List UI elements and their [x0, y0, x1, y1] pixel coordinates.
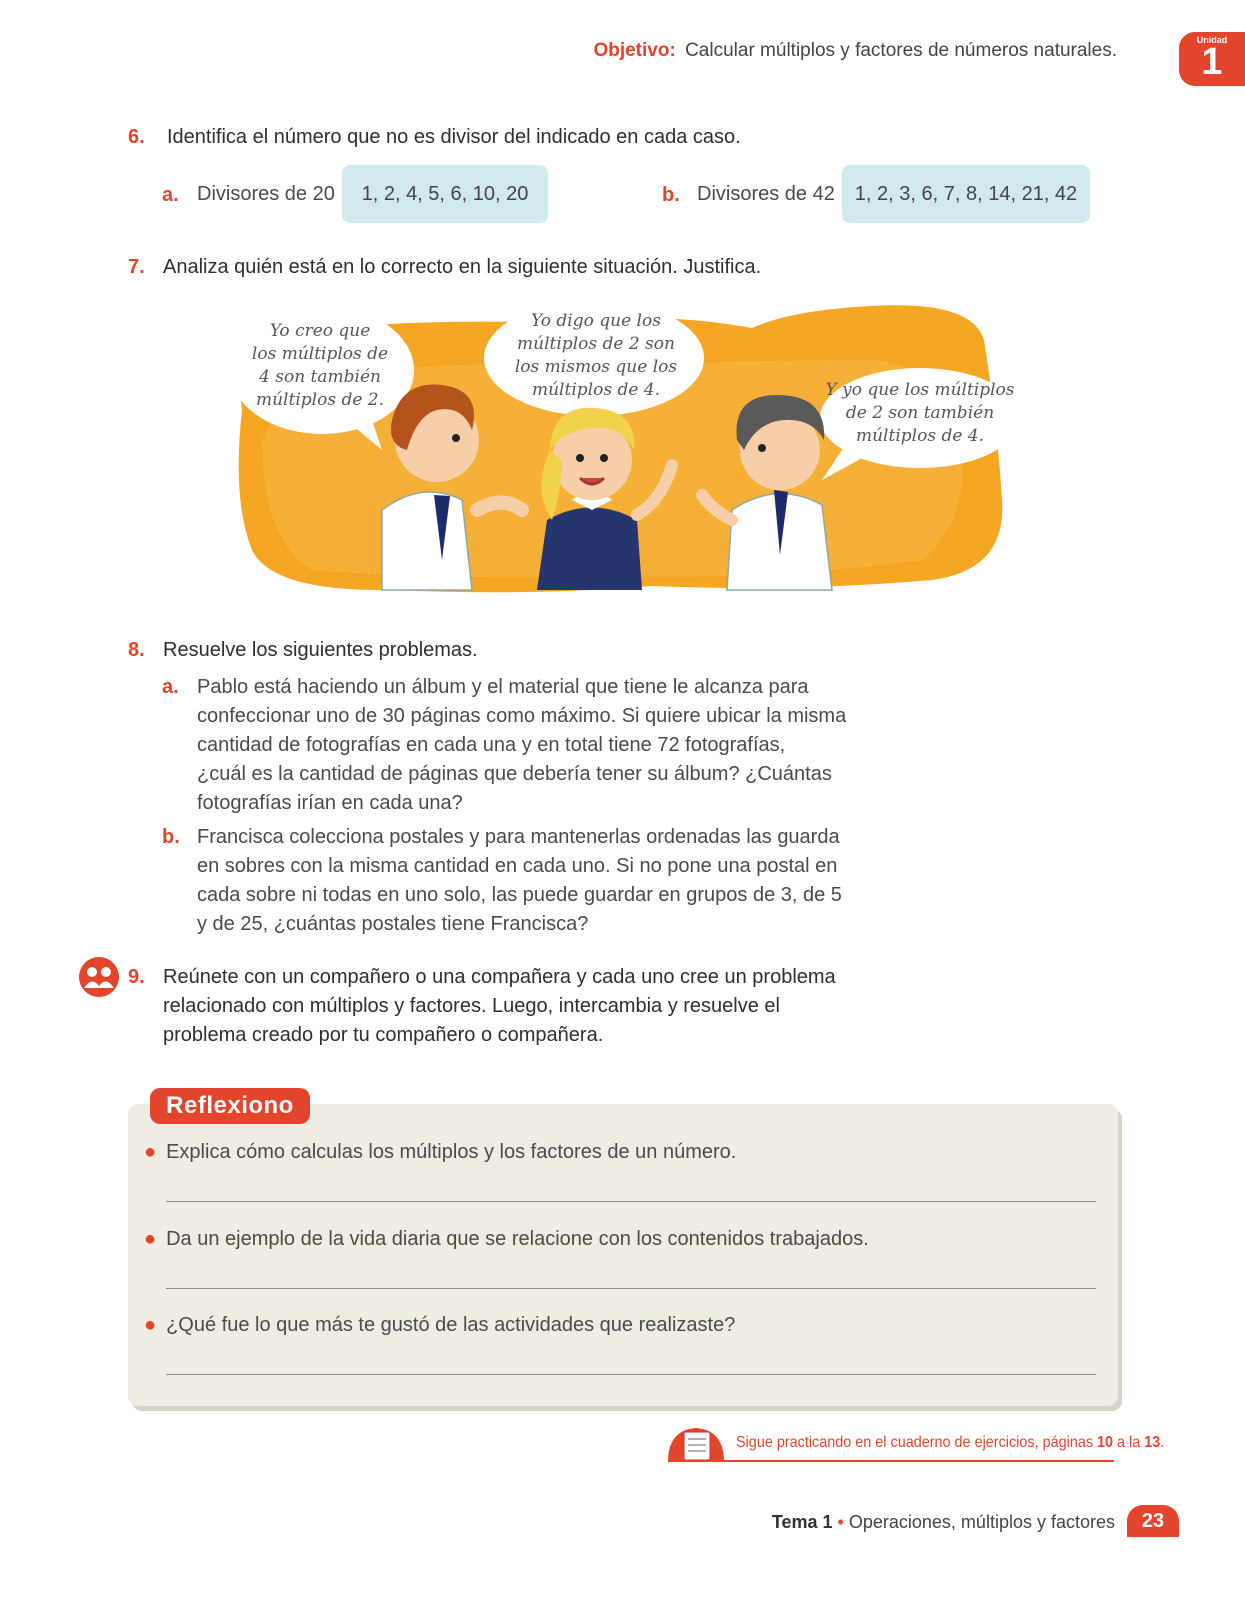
- pair-work-icon: [78, 956, 120, 998]
- bullet-icon: ●: [144, 1228, 157, 1250]
- q6-text: Identifica el número que no es divisor del indicado en cada caso.: [167, 126, 741, 148]
- reflexiono-item: [144, 1228, 869, 1251]
- footer-title: Operaciones, múltiplos y factores: [848, 1512, 1115, 1532]
- q8a-line: confeccionar uno de 30 páginas como máximo. Si quiere ubicar la misma: [197, 705, 847, 727]
- q8a-text: [197, 673, 877, 818]
- q8b-text: [197, 823, 877, 939]
- bullet-icon: ●: [144, 1141, 157, 1163]
- q6a-letter: a.: [162, 184, 179, 206]
- answer-line[interactable]: [166, 1201, 1096, 1202]
- reflexiono-item-text: ¿Qué fue lo que más te gustó de las actividades que realizaste?: [166, 1314, 736, 1336]
- q8b-line: cada sobre ni todas en uno solo, las puede guardar en grupos de 3, de 5: [197, 884, 842, 906]
- q9-text: [163, 963, 883, 1050]
- q6b-label: Divisores de 42: [697, 183, 835, 205]
- reflexiono-item: [144, 1314, 735, 1337]
- unit-number: 1: [1201, 41, 1223, 83]
- practice-middle: a la: [1113, 1434, 1145, 1451]
- practice-end: .: [1160, 1434, 1165, 1451]
- practice-page-from: 10: [1097, 1434, 1114, 1451]
- bubble-right-text: Y yo que los múltiplos de 2 son también múltiplos de 4.: [825, 380, 1015, 446]
- q8a-line: cantidad de fotografías en cada una y en total tiene 72 fotografías,: [197, 734, 786, 756]
- q8b-line: y de 25, ¿cuántas postales tiene Francisca?: [197, 913, 589, 935]
- q8a-line: Pablo está haciendo un álbum y el material que tiene le alcanza para: [197, 676, 809, 698]
- q7-text: Analiza quién está en lo correcto en la siguiente situación. Justifica.: [163, 256, 762, 278]
- bullet-icon: ●: [144, 1314, 157, 1336]
- q6b-letter: b.: [662, 184, 680, 206]
- objective-label: Objetivo:: [593, 40, 676, 61]
- objective: [593, 40, 1117, 62]
- answer-line[interactable]: [166, 1288, 1096, 1289]
- q9-line: relacionado con múltiplos y factores. Luego, intercambia y resuelve el: [163, 995, 780, 1017]
- footer-separator: •: [837, 1512, 844, 1532]
- reflexiono-title: Reflexiono: [150, 1088, 310, 1124]
- q7-number: 7.: [128, 256, 145, 278]
- answer-line[interactable]: [166, 1374, 1096, 1375]
- objective-text: Calcular múltiplos y factores de números naturales.: [685, 40, 1117, 61]
- footer: [772, 1512, 1115, 1533]
- reflexiono-item-text: Explica cómo calculas los múltiplos y los factores de un número.: [166, 1141, 737, 1163]
- q6a-divisors-box: 1, 2, 4, 5, 6, 10, 20: [342, 165, 548, 223]
- notebook-icon: [668, 1424, 724, 1462]
- reflexiono-item-text: Da un ejemplo de la vida diaria que se relacione con los contenidos trabajados.: [166, 1228, 869, 1250]
- bubble-center-text: Yo digo que los múltiplos de 2 son los mismos que los múltiplos de 4.: [514, 311, 678, 400]
- q8-text: Resuelve los siguientes problemas.: [163, 639, 478, 661]
- practice-underline: [670, 1460, 1114, 1462]
- q6a-label: Divisores de 20: [197, 183, 335, 205]
- q6-number: 6.: [128, 126, 145, 148]
- unit-label: Unidad: [1196, 35, 1228, 45]
- page-number: 23: [1127, 1505, 1179, 1537]
- q6b-divisors-box: 1, 2, 3, 6, 7, 8, 14, 21, 42: [842, 165, 1090, 223]
- q9-line: Reúnete con un compañero o una compañera y cada uno cree un problema: [163, 966, 836, 988]
- q8-number: 8.: [128, 639, 145, 661]
- q8b-letter: b.: [162, 826, 180, 848]
- q8a-line: fotografías irían en cada una?: [197, 792, 463, 814]
- practice-note: [736, 1434, 1164, 1452]
- practice-text: Sigue practicando en el cuaderno de ejercicios, páginas: [736, 1434, 1098, 1451]
- unit-tab: [1179, 32, 1245, 86]
- reflexiono-item: [144, 1141, 736, 1164]
- q8b-line: Francisca colecciona postales y para mantenerlas ordenadas las guarda: [197, 826, 840, 848]
- practice-page-to: 13: [1144, 1434, 1161, 1451]
- q8a-line: ¿cuál es la cantidad de páginas que debería tener su álbum? ¿Cuántas: [197, 763, 832, 785]
- q9-number: 9.: [128, 966, 145, 988]
- footer-tema: Tema 1: [771, 1512, 833, 1532]
- q8a-letter: a.: [162, 676, 179, 698]
- bubble-left-text: Yo creo que los múltiplos de 4 son también múltiplos de 2.: [251, 321, 389, 410]
- q8b-line: en sobres con la misma cantidad en cada uno. Si no pone una postal en: [197, 855, 838, 877]
- q9-line: problema creado por tu compañero o compañera.: [163, 1024, 604, 1046]
